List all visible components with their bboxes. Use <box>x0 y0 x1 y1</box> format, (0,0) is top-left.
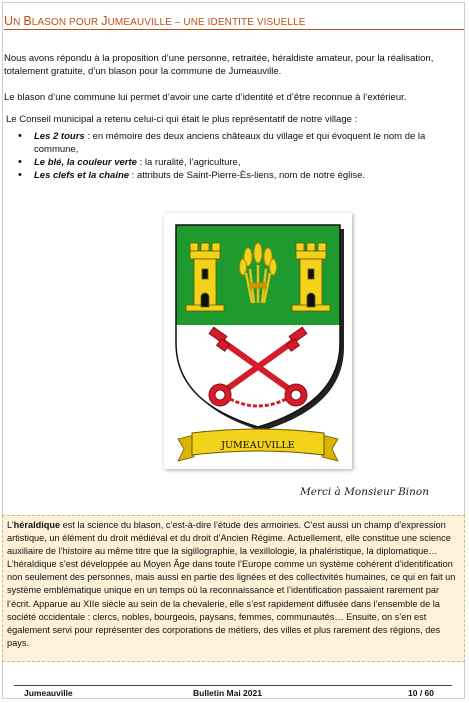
heraldry-term: héraldique <box>13 520 61 530</box>
footer-divider <box>14 685 452 686</box>
credit-note: Merci à Monsieur Binon <box>300 486 429 498</box>
list-item: • Les clefs et la chaine : attributs de Saint-Pierre-Ès-liens, nom de notre église. <box>18 169 458 182</box>
list-item: • Le blé, la couleur verte : la ruralité, l’agriculture, <box>18 156 458 169</box>
list-item: • Les 2 tours : en mémoire des deux anciens châteaux du village et qui évoquent le nom de la commune, <box>18 130 458 156</box>
banner-text: JUMEAUVILLE <box>221 440 295 451</box>
page-title: UN BLASON POUR JUMEAUVILLE – UNE IDENTITE VISUELLE <box>4 14 464 30</box>
footer-left: Jumeauville <box>24 688 73 698</box>
page-number: 10 / 60 <box>408 688 434 698</box>
intro-paragraph-3: Le Conseil municipal a retenu celui-ci qui était le plus représentatif de notre village : <box>6 114 358 125</box>
shield-base-silver <box>176 325 340 435</box>
coat-of-arms-image <box>164 213 352 469</box>
footer-center: Bulletin Mai 2021 <box>193 688 262 698</box>
reasons-list <box>18 130 458 182</box>
intro-paragraph-1: Nous avons répondu à la proposition d’une personne, retraitée, héraldiste amateur, pour la réalisation, totalement gratuite, d’un blason pour la commune de Jumeauville. <box>4 53 434 77</box>
heraldry-definition-box: L’héraldique est la science du blason, c’est-à-dire l’étude des armoiries. C’est aussi un champ d’expression artistique, un élément du droit médiéval et du droit d’Ancien Régime. Actuellement, elle constitue une science auxiliaire de l’histoire au même titre que la sigillographie, la vexillologie, la phaléristique, la diplomatique… L’héraldique s’est développée au Moyen Âge dans toute l’Europe comme un système cohérent d’identification non seulement des personnes, mais aussi en partie des lignées et des collectivités humaines, ce qui en fait un système emblématique unique en un temps où la reconnaissance et l’identification passaient rarement par l’écrit. Apparue au XIIe siècle au sein de la chevalerie, elle s’est rapidement diffusée dans l’ensemble de la société occidentale : clercs, nobles, bourgeois, paysans, femmes, communautés… Ensuite, on s’en est également servi pour représenter des corporations de métiers, des villes et plus rarement des régions, des pays. <box>2 515 465 662</box>
intro-paragraph-2: Le blason d’une commune lui permet d’avoir une carte d’identité et d’être reconnue à l’extérieur. <box>4 92 407 103</box>
coat-of-arms <box>164 213 352 469</box>
